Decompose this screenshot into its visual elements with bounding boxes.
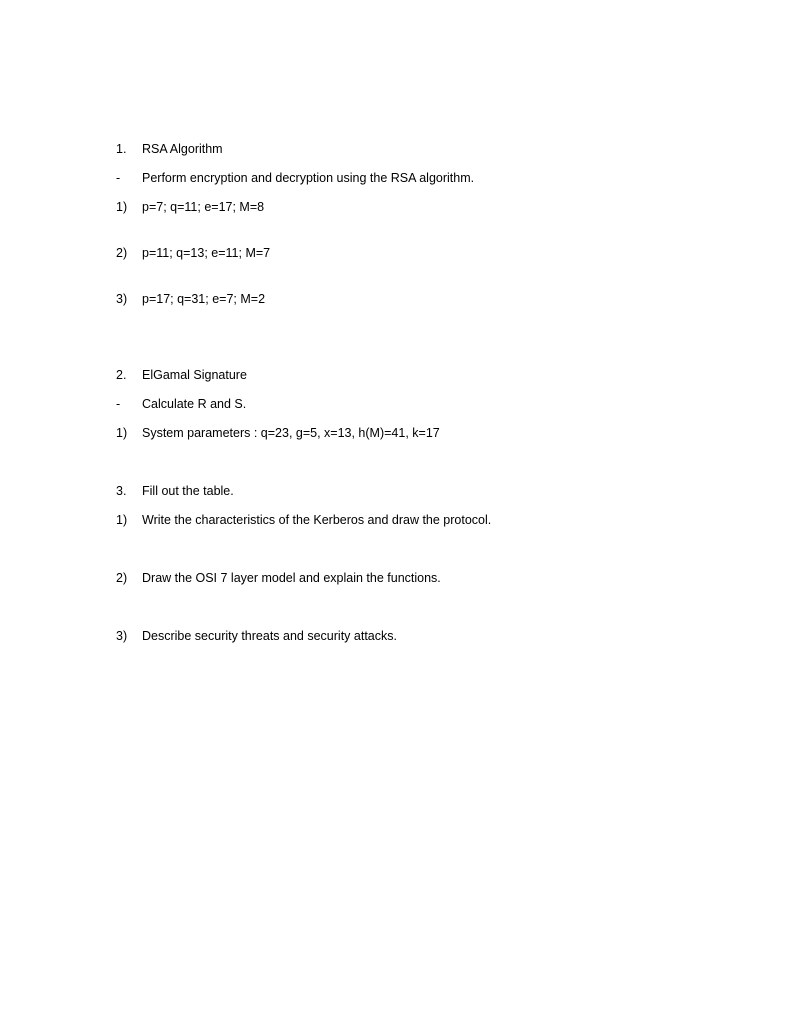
list-item-text: p=17; q=31; e=7; M=2 (142, 292, 266, 306)
list-item (0, 510, 791, 530)
instruction-dash: - (116, 397, 121, 411)
list-item (0, 626, 791, 646)
instruction-dash: - (116, 171, 121, 185)
list-item-text: p=11; q=13; e=11; M=7 (142, 246, 271, 260)
section-heading-table (0, 481, 791, 501)
section-title: ElGamal Signature (142, 368, 247, 382)
list-item-number: 1) (116, 426, 128, 440)
section-number: 3. (116, 484, 127, 498)
section-title: Fill out the table. (142, 484, 234, 498)
section-instruction-rsa (0, 168, 791, 188)
list-item-number: 2) (116, 571, 128, 585)
list-item-text: p=7; q=11; e=17; M=8 (142, 200, 265, 214)
list-item-number: 1) (116, 513, 128, 527)
list-item (0, 568, 791, 588)
list-item-text: Write the characteristics of the Kerberos and draw the protocol. (142, 513, 492, 527)
list-item (0, 243, 791, 263)
list-item-text: Describe security threats and security attacks. (142, 629, 397, 643)
list-item (0, 197, 791, 217)
instruction-text: Calculate R and S. (142, 397, 247, 411)
list-item-number: 3) (116, 292, 128, 306)
list-item-text: System parameters : q=23, g=5, x=13, h(M)=41, k=17 (142, 426, 440, 440)
list-item-number: 2) (116, 246, 128, 260)
section-instruction-elgamal (0, 394, 791, 414)
section-heading-rsa (0, 139, 791, 159)
list-item-number: 3) (116, 629, 128, 643)
list-item-text: Draw the OSI 7 layer model and explain the functions. (142, 571, 441, 585)
section-title: RSA Algorithm (142, 142, 223, 156)
instruction-text: Perform encryption and decryption using the RSA algorithm. (142, 171, 475, 185)
section-number: 1. (116, 142, 127, 156)
list-item (0, 423, 791, 443)
section-number: 2. (116, 368, 127, 382)
list-item (0, 289, 791, 309)
list-item-number: 1) (116, 200, 128, 214)
section-heading-elgamal (0, 365, 791, 385)
